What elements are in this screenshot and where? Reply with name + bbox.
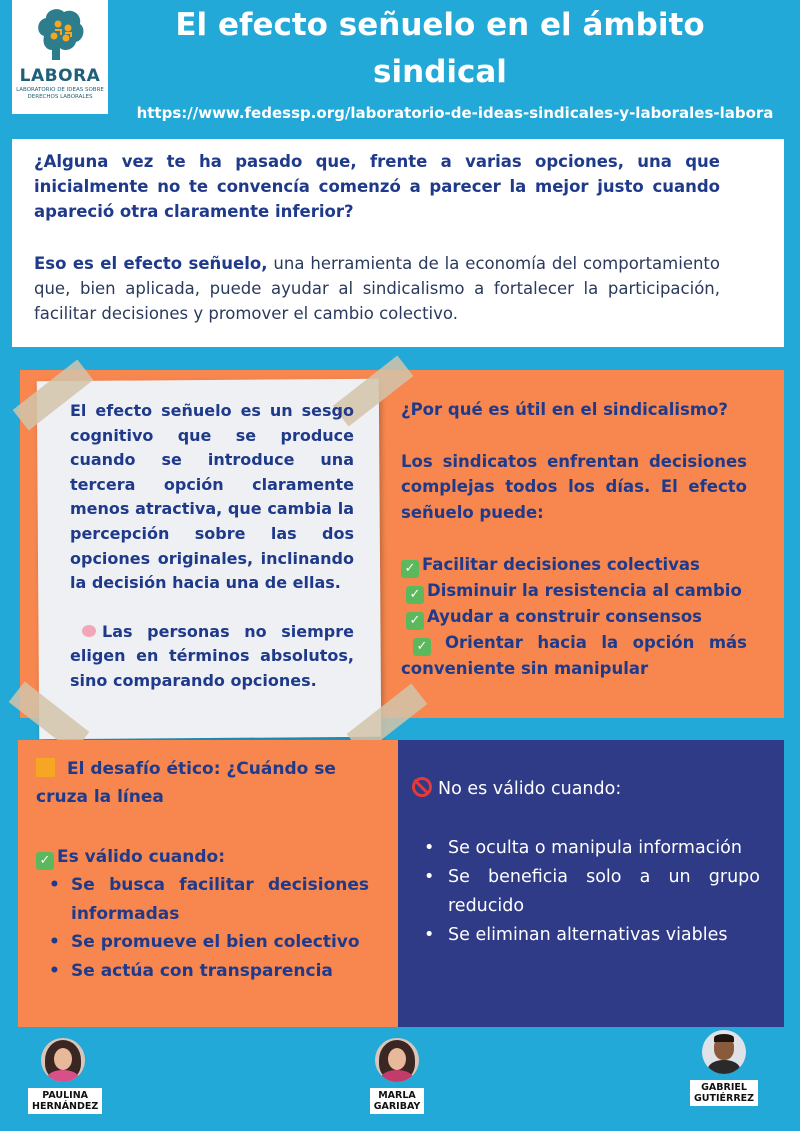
why-item: ✓ Ayudar a construir consensos bbox=[401, 604, 747, 630]
valid-item: • Se promueve el bien colectivo bbox=[36, 928, 369, 957]
why-list bbox=[401, 552, 747, 682]
why-heading: ¿Por qué es útil en el sindicalismo? bbox=[401, 400, 728, 419]
title-line-2: sindical bbox=[373, 54, 507, 90]
check-icon: ✓ bbox=[401, 560, 419, 578]
valid-item: • Se busca facilitar decisiones informadas bbox=[36, 871, 369, 928]
avatar bbox=[702, 1030, 746, 1074]
valid-list bbox=[36, 871, 369, 985]
why-item: ✓ Orientar hacia la opción más conveniente sin manipular bbox=[401, 633, 747, 678]
why-item: ✓ Facilitar decisiones colectivas bbox=[401, 552, 747, 578]
note-insight-text: Las personas no siempre eligen en términos absolutos, sino comparando opciones. bbox=[70, 621, 354, 690]
logo-name: LABORA bbox=[19, 66, 101, 86]
avatar bbox=[41, 1038, 85, 1082]
note-definition: El efecto señuelo es un sesgo cognitivo que se produce cuando se introduce una tercera opción claramente menos atractiva, que cambia la percepción sobre las dos opciones originales, inclinando la decisión hacia una de ellas. bbox=[70, 401, 354, 593]
why-useful-section bbox=[401, 397, 747, 682]
invalid-item: • Se eliminan alternativas viables bbox=[412, 921, 760, 950]
source-url[interactable]: https://www.fedessp.org/laboratorio-de-ideas-sindicales-y-laborales-labora bbox=[136, 104, 774, 122]
invalid-item: • Se oculta o manipula información bbox=[412, 834, 760, 863]
title-line-1: El efecto señuelo en el ámbito bbox=[175, 7, 705, 43]
prohibited-icon bbox=[412, 777, 432, 797]
brain-people-logo-icon bbox=[34, 6, 86, 62]
page-title bbox=[130, 2, 750, 96]
logo-subtitle: LABORATORIO DE IDEAS SOBRE DERECHOS LABORALES bbox=[16, 87, 104, 100]
valid-label: Es válido cuando: bbox=[57, 847, 226, 867]
invalid-item: • Se beneficia solo a un grupo reducido bbox=[412, 863, 760, 921]
note-text bbox=[70, 399, 354, 694]
invalid-section bbox=[412, 775, 760, 950]
why-body: Los sindicatos enfrentan decisiones complejas todos los días. El efecto señuelo puede: bbox=[401, 451, 747, 522]
author-card bbox=[366, 1038, 428, 1114]
ethics-section bbox=[36, 755, 369, 985]
definition-rest: una herramienta de la economía del comportamiento que, bien aplicada, puede ayudar al sindicalismo a fortalecer la participación, facilitar decisiones y promover el cambio colectivo. bbox=[34, 254, 720, 323]
invalid-list bbox=[412, 834, 760, 950]
check-icon: ✓ bbox=[406, 586, 424, 604]
check-icon: ✓ bbox=[406, 612, 424, 630]
author-name: MARLA GARIBAY bbox=[370, 1088, 425, 1114]
ethics-heading: El desafío ético: ¿Cuándo se cruza la línea bbox=[36, 759, 336, 807]
valid-item: • Se actúa con transparencia bbox=[36, 957, 369, 986]
author-name: GABRIEL GUTIÉRREZ bbox=[690, 1080, 758, 1106]
avatar bbox=[375, 1038, 419, 1082]
why-item: ✓ Disminuir la resistencia al cambio bbox=[401, 578, 747, 604]
intro-question: ¿Alguna vez te ha pasado que, frente a varias opciones, una que inicialmente no te convencía comenzó a parecer la mejor justo cuando apareció otra claramente inferior? bbox=[34, 152, 720, 221]
labora-logo bbox=[12, 0, 108, 114]
note-insight bbox=[70, 620, 354, 694]
author-card bbox=[690, 1030, 758, 1106]
check-icon: ✓ bbox=[36, 852, 54, 870]
definition-bold: Eso es el efecto señuelo, bbox=[34, 254, 268, 273]
valid-label-row bbox=[36, 843, 369, 871]
invalid-label-row bbox=[412, 775, 760, 803]
author-name: PAULINA HERNÁNDEZ bbox=[28, 1088, 102, 1114]
check-icon: ✓ bbox=[413, 638, 431, 656]
brain-icon bbox=[82, 625, 96, 637]
orange-square-icon bbox=[36, 758, 55, 777]
intro-card bbox=[12, 139, 784, 347]
invalid-label: No es válido cuando: bbox=[438, 779, 622, 799]
author-card bbox=[28, 1038, 98, 1114]
intro-definition bbox=[34, 251, 720, 326]
